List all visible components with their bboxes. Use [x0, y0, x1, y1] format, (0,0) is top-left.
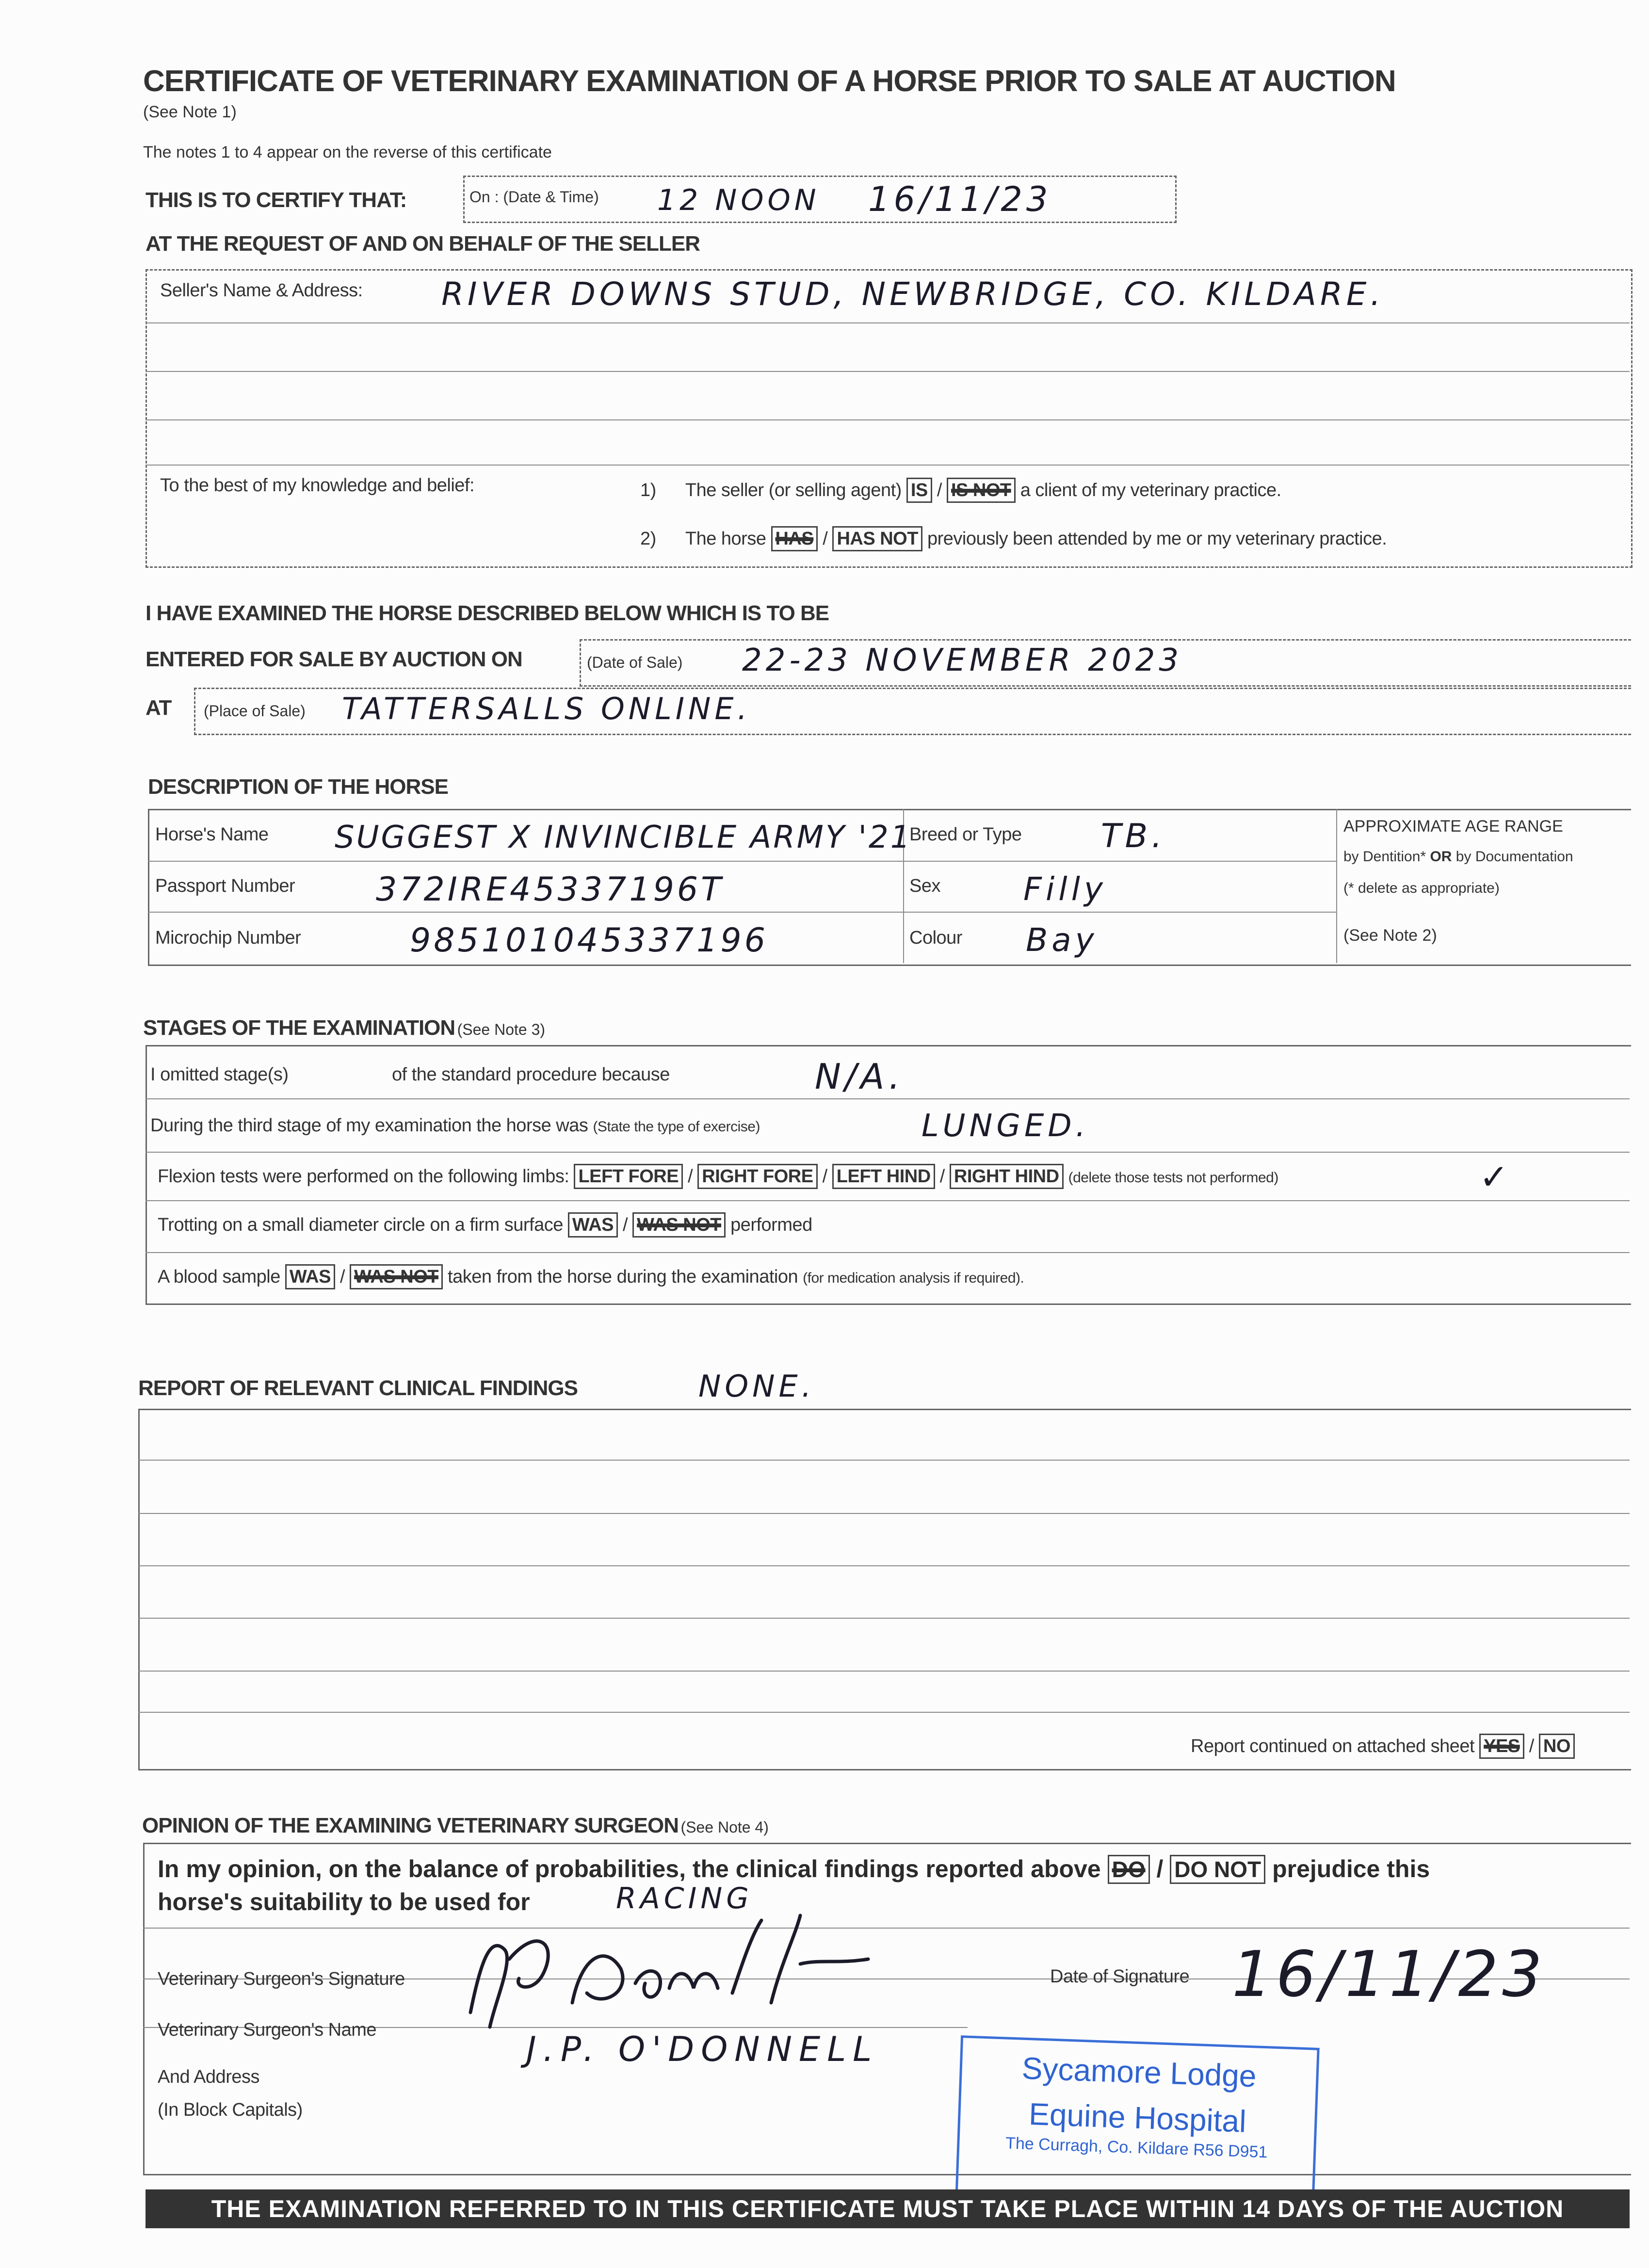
blood-option-was-not: WAS NOT	[350, 1264, 443, 1289]
stages-heading: STAGES OF THE EXAMINATION	[143, 1016, 455, 1040]
omitted-value: N/A.	[815, 1056, 904, 1097]
microchip-label: Microchip Number	[155, 928, 301, 948]
opinion-option-do: DO	[1108, 1855, 1150, 1884]
microchip-value: 985101045337196	[410, 921, 768, 960]
description-heading: DESCRIPTION OF THE HORSE	[148, 775, 448, 799]
sex-label: Sex	[909, 876, 940, 896]
horse-name-value: SUGGEST X INVINCIBLE ARMY '21	[335, 820, 912, 855]
stages-line-4	[146, 1252, 1630, 1253]
item2-num: 2)	[640, 529, 656, 549]
passport-label: Passport Number	[155, 876, 295, 896]
on-date-time-label: On : (Date & Time)	[469, 188, 599, 206]
seller-box	[146, 269, 1633, 568]
opinion-heading: OPINION OF THE EXAMINING VETERINARY SURGEON	[142, 1814, 679, 1837]
item1-row: 1) The seller (or selling agent) IS / IS NOT a client of my veterinary practice.	[640, 478, 1281, 503]
date-of-sale-value: 22-23 NOVEMBER 2023	[742, 643, 1183, 678]
item2-option-has: HAS	[771, 526, 818, 551]
age-heading: APPROXIMATE AGE RANGE	[1343, 817, 1563, 836]
opinion-line1: In my opinion, on the balance of probabilities, the clinical findings reported above DO / DO NOT prejudice this	[158, 1855, 1430, 1884]
time-value: 12 NOON	[657, 183, 820, 217]
stages-line-2	[146, 1152, 1630, 1153]
name-label: Veterinary Surgeon's Name	[158, 2020, 376, 2040]
block-capitals-label: (In Block Capitals)	[158, 2100, 303, 2120]
seller-line-1	[146, 322, 1630, 323]
item2-pre: The horse	[685, 529, 766, 549]
seller-line-4	[146, 465, 1630, 466]
stages-line-3	[146, 1200, 1630, 1201]
examined-label: I HAVE EXAMINED THE HORSE DESCRIBED BELOW WHICH IS TO BE	[146, 601, 829, 625]
item2-row: 2) The horse HAS / HAS NOT previously been attended by me or my veterinary practice.	[640, 526, 1387, 551]
seller-line-2	[146, 371, 1630, 372]
continued-label: Report continued on attached sheet	[1191, 1736, 1475, 1756]
opinion-see-note: (See Note 4)	[680, 1818, 769, 1836]
stamp-line-2: Equine Hospital	[1028, 2096, 1247, 2139]
date-value: 16/11/23	[868, 179, 1052, 219]
colour-value: Bay	[1026, 921, 1098, 959]
notes-line: The notes 1 to 4 appear on the reverse of this certificate	[143, 143, 552, 161]
findings-line-3	[138, 1565, 1630, 1566]
findings-line-6	[138, 1712, 1630, 1713]
opinion-line1-pre: In my opinion, on the balance of probabilities, the clinical findings reported above	[158, 1855, 1101, 1882]
trotting-option-was: WAS	[568, 1212, 618, 1238]
continued-option-yes: YES	[1479, 1734, 1524, 1759]
stages-line-1	[146, 1098, 1630, 1099]
item1-post: a client of my veterinary practice.	[1020, 480, 1281, 500]
third-stage-value: LUNGED.	[922, 1108, 1090, 1144]
item1-num: 1)	[640, 480, 656, 500]
item2-post: previously been attended by me or my veterinary practice.	[927, 529, 1387, 549]
breed-label: Breed or Type	[909, 824, 1022, 845]
flexion-hint: (delete those tests not performed)	[1068, 1170, 1278, 1186]
certify-label: THIS IS TO CERTIFY THAT:	[146, 188, 407, 212]
limb-left-hind: LEFT HIND	[832, 1164, 935, 1189]
date-of-sale-label: (Date of Sale)	[587, 654, 683, 671]
desc-col-line-2	[1336, 809, 1337, 963]
stamp-line-3: The Curragh, Co. Kildare R56 D951	[1005, 2134, 1268, 2162]
blood-label: A blood sample	[158, 1267, 280, 1287]
at-label: AT	[146, 696, 172, 720]
opinion-line2: horse's suitability to be used for	[158, 1888, 530, 1915]
address-label: And Address	[158, 2067, 259, 2087]
place-of-sale-label: (Place of Sale)	[204, 702, 306, 720]
desc-row-line-1	[148, 861, 1336, 862]
flexion-row: Flexion tests were performed on the following limbs: LEFT FORE / RIGHT FORE / LEFT HIND / RIGHT HIND (delete those tests not performed)	[158, 1164, 1278, 1189]
blood-option-was: WAS	[285, 1264, 335, 1289]
findings-box	[138, 1409, 1631, 1770]
continued-option-no: NO	[1539, 1734, 1575, 1759]
sex-value: Filly	[1023, 870, 1107, 908]
signature-label: Veterinary Surgeon's Signature	[158, 1969, 405, 1989]
opinion-use-value: RACING	[616, 1882, 753, 1915]
third-stage-row	[150, 1115, 760, 1136]
blood-row: A blood sample WAS / WAS NOT taken from the horse during the examination (for medication analysis if required).	[158, 1264, 1024, 1289]
item1-pre: The seller (or selling agent)	[685, 480, 902, 500]
stages-see-note: (See Note 3)	[457, 1021, 546, 1038]
limb-right-fore: RIGHT FORE	[697, 1164, 817, 1189]
blood-hint: (for medication analysis if required).	[803, 1270, 1024, 1286]
age-delete-note: (* delete as appropriate)	[1343, 880, 1500, 896]
findings-line-2	[138, 1513, 1630, 1514]
third-stage-hint: (State the type of exercise)	[593, 1119, 760, 1135]
stamp-line-1: Sycamore Lodge	[1021, 2050, 1257, 2094]
trotting-post: performed	[730, 1215, 812, 1235]
certificate-title: CERTIFICATE OF VETERINARY EXAMINATION OF A HORSE PRIOR TO SALE AT AUCTION	[143, 64, 1396, 98]
findings-line-1	[138, 1460, 1630, 1461]
findings-value: NONE.	[698, 1368, 815, 1404]
trotting-row: Trotting on a small diameter circle on a firm surface WAS / WAS NOT performed	[158, 1212, 812, 1238]
vet-name-value: J.P. O'DONNELL	[526, 2029, 879, 2069]
breed-value: TB.	[1101, 817, 1166, 855]
horse-name-label: Horse's Name	[155, 824, 269, 845]
footer-banner: THE EXAMINATION REFERRED TO IN THIS CERTIFICATE MUST TAKE PLACE WITHIN 14 DAYS OF THE AUCTION	[146, 2189, 1630, 2228]
age-by-dentition: by Dentition*	[1343, 849, 1426, 865]
trotting-option-was-not: WAS NOT	[632, 1212, 726, 1238]
passport-value: 372IRE45337196T	[376, 870, 724, 909]
seller-name-value: RIVER DOWNS STUD, NEWBRIDGE, CO. KILDARE.	[441, 275, 1385, 313]
item2-option-has-not: HAS NOT	[832, 526, 922, 551]
opinion-line1-post: prejudice this	[1272, 1855, 1430, 1882]
seller-line-3	[146, 419, 1630, 420]
limb-left-fore: LEFT FORE	[574, 1164, 683, 1189]
trotting-label: Trotting on a small diameter circle on a firm surface	[158, 1215, 563, 1235]
flexion-label: Flexion tests were performed on the following limbs:	[158, 1166, 569, 1187]
hospital-stamp	[955, 2035, 1319, 2213]
see-note-1: (See Note 1)	[143, 103, 237, 121]
omitted-mid: of the standard procedure because	[392, 1064, 670, 1085]
omitted-label: I omitted stage(s)	[150, 1064, 289, 1085]
age-by-documentation: by Documentation	[1455, 849, 1573, 865]
continued-row: Report continued on attached sheet YES / NO	[1191, 1734, 1575, 1759]
blood-post: taken from the horse during the examination	[448, 1267, 798, 1287]
date-of-signature-label: Date of Signature	[1050, 1966, 1190, 1987]
opinion-option-do-not: DO NOT	[1170, 1855, 1265, 1884]
colour-label: Colour	[909, 928, 962, 948]
entered-label: ENTERED FOR SALE BY AUCTION ON	[146, 647, 522, 671]
knowledge-label: To the best of my knowledge and belief:	[160, 475, 475, 496]
place-of-sale-value: TATTERSALLS ONLINE.	[342, 691, 751, 726]
flexion-check-mark: ✓	[1479, 1157, 1513, 1197]
request-label: AT THE REQUEST OF AND ON BEHALF OF THE SELLER	[146, 232, 700, 256]
stages-heading-row	[143, 1016, 545, 1040]
findings-line-4	[138, 1618, 1630, 1619]
age-see-note: (See Note 2)	[1343, 926, 1437, 945]
date-of-signature-value: 16/11/23	[1232, 1937, 1546, 2011]
third-stage-label: During the third stage of my examination the horse was	[150, 1115, 588, 1136]
limb-right-hind: RIGHT HIND	[950, 1164, 1064, 1189]
age-or: OR	[1430, 849, 1452, 865]
opinion-heading-row	[142, 1814, 769, 1838]
item1-option-is: IS	[906, 478, 932, 503]
desc-row-line-2	[148, 912, 1336, 913]
seller-name-label: Seller's Name & Address:	[160, 280, 363, 301]
age-by-row	[1343, 849, 1573, 865]
findings-line-5	[138, 1671, 1630, 1672]
findings-heading: REPORT OF RELEVANT CLINICAL FINDINGS	[138, 1376, 578, 1400]
item1-option-is-not: IS NOT	[947, 478, 1016, 503]
